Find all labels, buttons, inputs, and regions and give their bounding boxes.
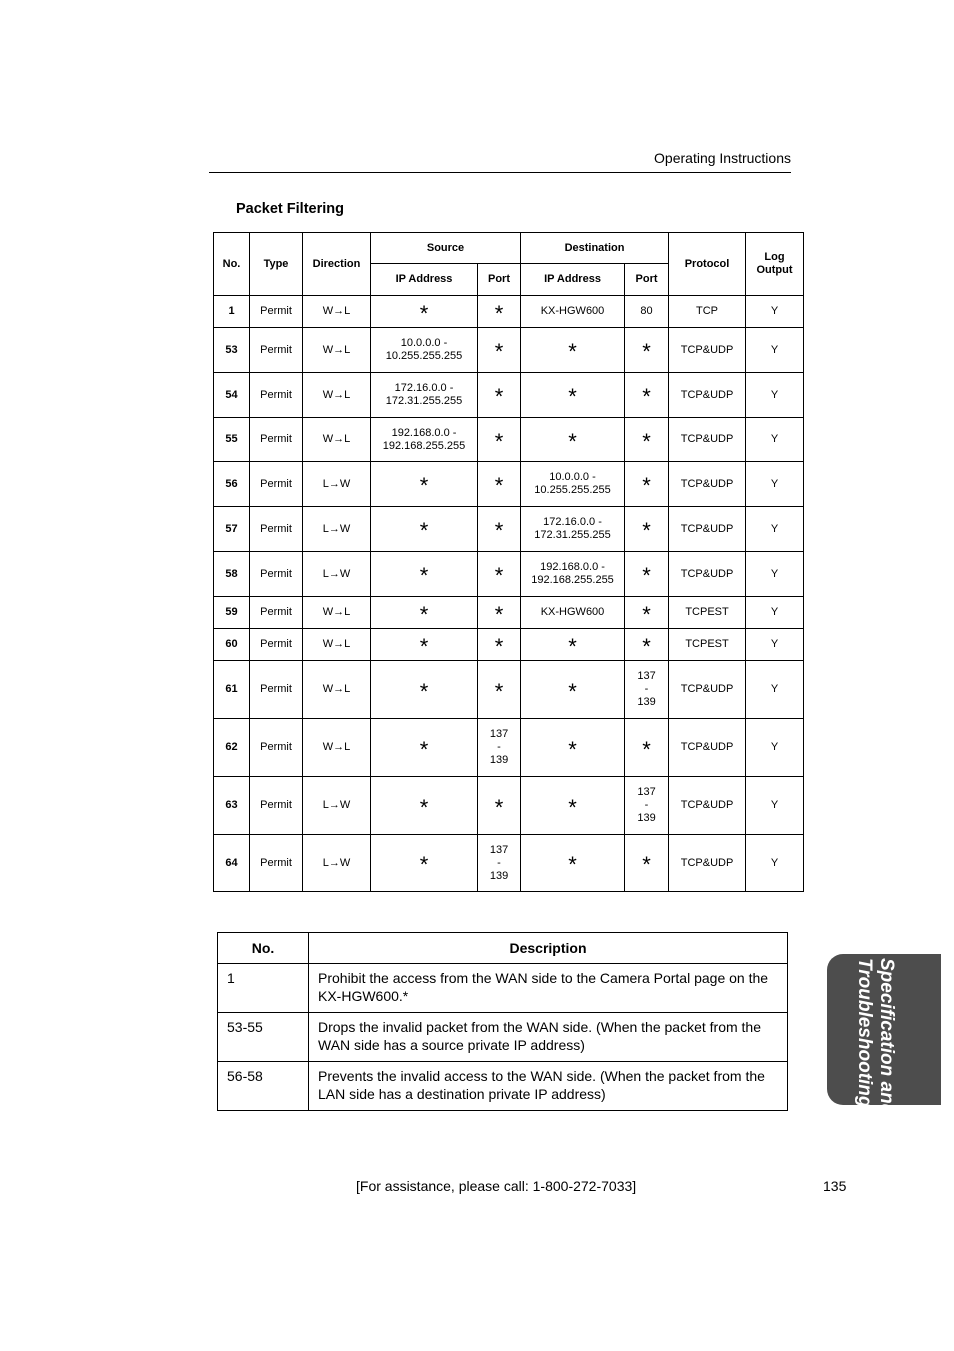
- filter-row-destination-port: [625, 777, 669, 835]
- filter-row-destination-port-line: 137: [637, 670, 656, 682]
- filter-row-destination-ip: [521, 418, 625, 462]
- filter-row-type: Permit: [250, 462, 303, 507]
- filter-row-type: Permit: [250, 597, 303, 629]
- filter-row-protocol: TCP&UDP: [669, 661, 746, 719]
- filter-row-no: 60: [214, 629, 250, 661]
- filter-row-log-output: Y: [746, 661, 804, 719]
- wildcard-asterisk: *: [494, 339, 504, 364]
- filter-row-direction: W→L: [303, 629, 371, 661]
- filter-row-destination-ip: [521, 661, 625, 719]
- filter-row-destination-port-line: 139: [637, 696, 656, 708]
- filter-row-destination-ip: [521, 629, 625, 661]
- filter-row-protocol: TCP&UDP: [669, 507, 746, 552]
- filter-row-destination-port: [625, 462, 669, 507]
- filter-row-destination-port-line: 139: [637, 812, 656, 824]
- filter-row-source-port: [478, 629, 521, 661]
- filter-row-direction: L→W: [303, 777, 371, 835]
- filter-row-destination-port: [625, 597, 669, 629]
- wildcard-asterisk: *: [642, 428, 651, 454]
- filter-row: [214, 629, 804, 661]
- filter-row-protocol: TCP&UDP: [669, 328, 746, 373]
- filter-row-no: 53: [214, 328, 250, 373]
- filter-row-destination-ip: [521, 719, 625, 777]
- filter-row-destination-port: [625, 719, 669, 777]
- header-source-ip: IP Address: [371, 264, 478, 296]
- filter-row-type: Permit: [250, 777, 303, 835]
- filter-row-source-ip: [371, 719, 478, 777]
- filter-row-direction: W→L: [303, 597, 371, 629]
- filter-row-type: Permit: [250, 661, 303, 719]
- wildcard-asterisk: *: [568, 384, 577, 409]
- wildcard-asterisk: *: [419, 678, 429, 704]
- filter-row-destination-port: [625, 835, 669, 892]
- filter-row-destination-ip: [521, 552, 625, 597]
- filter-row-destination-ip-line: 172.16.0.0 -: [543, 516, 602, 528]
- wildcard-asterisk: *: [642, 601, 651, 627]
- filter-row-destination-port: [625, 661, 669, 719]
- filter-row: [214, 597, 804, 629]
- filter-row-source-port-line: 139: [489, 869, 509, 882]
- filter-row-no: 1: [214, 296, 250, 328]
- header-rule: [209, 172, 791, 173]
- filter-row: [214, 418, 804, 462]
- filter-row-direction: L→W: [303, 835, 371, 892]
- filter-row-source-ip-line: 10.255.255.255: [385, 350, 463, 362]
- filter-row-direction: L→W: [303, 552, 371, 597]
- filter-row-protocol: TCP&UDP: [669, 462, 746, 507]
- filter-row-destination-ip: [521, 597, 625, 629]
- desc-row: [218, 1062, 788, 1111]
- header-log-output: [746, 233, 804, 296]
- filter-row-direction: L→W: [303, 507, 371, 552]
- filter-row: [214, 552, 804, 597]
- wildcard-asterisk: *: [642, 473, 651, 498]
- wildcard-asterisk: *: [568, 678, 577, 704]
- filter-row-source-port: [478, 597, 521, 629]
- chapter-side-tab: [827, 954, 941, 1116]
- filter-row-source-port-line: 137: [489, 728, 509, 740]
- filter-row-direction: L→W: [303, 462, 371, 507]
- filter-row-log-output: Y: [746, 418, 804, 462]
- filter-row-type: Permit: [250, 552, 303, 597]
- filter-row-destination-ip: [521, 835, 625, 892]
- wildcard-asterisk: *: [494, 473, 504, 498]
- filter-row-destination-port: [625, 552, 669, 597]
- filter-row-source-ip: [371, 507, 478, 552]
- filter-row-destination-ip-line: KX-HGW600: [540, 606, 605, 618]
- filter-row-log-output: Y: [746, 552, 804, 597]
- filter-row-destination-ip: [521, 296, 625, 328]
- header-destination-port: Port: [625, 264, 669, 296]
- filter-row-destination-port: [625, 418, 669, 462]
- filter-row-source-port: [478, 328, 521, 373]
- wildcard-asterisk: *: [419, 852, 429, 877]
- wildcard-asterisk: *: [494, 794, 504, 820]
- header-destination-ip: IP Address: [521, 264, 625, 296]
- section-title: Packet Filtering: [236, 201, 344, 217]
- filter-row-log-output: Y: [746, 719, 804, 777]
- wildcard-asterisk: *: [419, 794, 429, 820]
- filter-row-source-ip-line: 172.16.0.0 -: [394, 382, 454, 394]
- filter-row-source-port: [478, 418, 521, 462]
- filter-row-no: 62: [214, 719, 250, 777]
- filter-row-type: Permit: [250, 328, 303, 373]
- desc-header-description: Description: [309, 933, 788, 964]
- filter-row-source-port-line: 137: [489, 843, 509, 856]
- filter-row-no: 63: [214, 777, 250, 835]
- filter-row-protocol: TCP&UDP: [669, 373, 746, 418]
- filter-row-type: Permit: [250, 507, 303, 552]
- filter-row-destination-ip-line: KX-HGW600: [540, 305, 605, 317]
- filter-row-type: Permit: [250, 296, 303, 328]
- filter-row-source-port: [478, 777, 521, 835]
- filter-row-destination-ip: [521, 507, 625, 552]
- filter-row-type: Permit: [250, 629, 303, 661]
- wildcard-asterisk: *: [642, 563, 651, 588]
- header-log-line1: Log: [764, 251, 785, 263]
- filter-row-log-output: Y: [746, 296, 804, 328]
- header-source: Source: [371, 233, 521, 264]
- wildcard-asterisk: *: [494, 633, 504, 659]
- filter-row-no: 56: [214, 462, 250, 507]
- header-destination: Destination: [521, 233, 669, 264]
- filter-row-source-port: [478, 462, 521, 507]
- wildcard-asterisk: *: [642, 518, 651, 543]
- wildcard-asterisk: *: [494, 601, 504, 627]
- wildcard-asterisk: *: [568, 736, 577, 762]
- filter-row: [214, 835, 804, 892]
- wildcard-asterisk: *: [642, 852, 651, 877]
- filter-row: [214, 777, 804, 835]
- filter-row-type: Permit: [250, 835, 303, 892]
- filter-row-source-ip-line: 172.31.255.255: [385, 395, 463, 407]
- packet-filter-rows: [214, 296, 804, 892]
- wildcard-asterisk: *: [419, 563, 429, 588]
- filter-row-source-ip: [371, 835, 478, 892]
- filter-row-destination-port: [625, 373, 669, 418]
- filter-row-type: Permit: [250, 373, 303, 418]
- filter-row-source-port: [478, 507, 521, 552]
- filter-row-source-ip: [371, 597, 478, 629]
- filter-row-direction: W→L: [303, 661, 371, 719]
- header-source-port: Port: [478, 264, 521, 296]
- wildcard-asterisk: *: [494, 428, 504, 454]
- filter-row-no: 64: [214, 835, 250, 892]
- filter-row-source-ip: [371, 296, 478, 328]
- filter-row-log-output: Y: [746, 462, 804, 507]
- wildcard-asterisk: *: [494, 518, 504, 543]
- filter-row-destination-port: [625, 328, 669, 373]
- wildcard-asterisk: *: [494, 300, 504, 326]
- wildcard-asterisk: *: [419, 473, 429, 498]
- filter-row-destination-ip: [521, 373, 625, 418]
- filter-row-log-output: Y: [746, 373, 804, 418]
- filter-row: [214, 661, 804, 719]
- wildcard-asterisk: *: [419, 736, 429, 762]
- filter-row-protocol: TCPEST: [669, 597, 746, 629]
- wildcard-asterisk: *: [642, 736, 651, 762]
- page-number: 135: [823, 1178, 847, 1194]
- desc-row-no: 1: [218, 964, 309, 1013]
- filter-row-type: Permit: [250, 719, 303, 777]
- packet-filter-table: [213, 232, 804, 892]
- filter-row-log-output: Y: [746, 777, 804, 835]
- filter-row-source-port-line: -: [497, 856, 501, 869]
- running-header: Operating Instructions: [654, 150, 791, 166]
- filter-row-protocol: TCPEST: [669, 629, 746, 661]
- filter-row-source-ip: [371, 373, 478, 418]
- desc-row: [218, 1013, 788, 1062]
- wildcard-asterisk: *: [642, 339, 651, 364]
- filter-row-type: Permit: [250, 418, 303, 462]
- filter-row-direction: W→L: [303, 328, 371, 373]
- filter-row: [214, 719, 804, 777]
- filter-row-direction: W→L: [303, 296, 371, 328]
- wildcard-asterisk: *: [494, 678, 504, 704]
- header-log-line2: Output: [756, 264, 793, 276]
- desc-row-description: Prevents the invalid access to the WAN side. (When the packet from the LAN side has a destination private IP address): [309, 1062, 788, 1111]
- assistance-footer: [For assistance, please call: 1-800-272-7033]: [356, 1178, 637, 1194]
- filter-row-log-output: Y: [746, 597, 804, 629]
- filter-row-destination-port-line: -: [644, 683, 649, 695]
- filter-row-source-ip-line: 10.0.0.0 -: [400, 337, 448, 349]
- filter-row-source-port: [478, 661, 521, 719]
- filter-row-destination-port: [625, 507, 669, 552]
- filter-row-log-output: Y: [746, 328, 804, 373]
- wildcard-asterisk: *: [568, 852, 577, 877]
- filter-row-source-port: [478, 835, 521, 892]
- chapter-tab-line2: Troubleshooting: [854, 958, 875, 1108]
- filter-row-source-ip: [371, 552, 478, 597]
- filter-row-protocol: TCP&UDP: [669, 552, 746, 597]
- desc-row-no: 53-55: [218, 1013, 309, 1062]
- filter-row-source-port: [478, 296, 521, 328]
- wildcard-asterisk: *: [419, 633, 429, 659]
- filter-row-source-ip: [371, 418, 478, 462]
- filter-row-destination-ip-line: 192.168.0.0 -: [540, 561, 605, 573]
- filter-row-source-ip-line: 192.168.255.255: [382, 439, 466, 452]
- filter-row-no: 57: [214, 507, 250, 552]
- filter-row-no: 54: [214, 373, 250, 418]
- filter-row-no: 61: [214, 661, 250, 719]
- wildcard-asterisk: *: [494, 384, 504, 409]
- filter-row-protocol: TCP&UDP: [669, 719, 746, 777]
- filter-row-destination-ip-line: 192.168.255.255: [531, 574, 614, 586]
- filter-row: [214, 373, 804, 418]
- filter-row-destination-ip-line: 10.255.255.255: [534, 484, 611, 496]
- header-protocol: Protocol: [669, 233, 746, 296]
- filter-row-source-port-line: 139: [489, 754, 509, 766]
- filter-row-destination-port-line: -: [644, 799, 649, 811]
- wildcard-asterisk: *: [642, 633, 651, 659]
- filter-row-protocol: TCP: [669, 296, 746, 328]
- desc-row-no: 56-58: [218, 1062, 309, 1111]
- chapter-tab-label: [853, 958, 897, 1115]
- wildcard-asterisk: *: [568, 794, 577, 820]
- filter-row-destination-port: [625, 629, 669, 661]
- filter-row-destination-port: [625, 296, 669, 328]
- filter-row-source-ip-line: 192.168.0.0 -: [391, 426, 457, 439]
- filter-row-source-port-line: -: [497, 741, 501, 753]
- filter-row-protocol: TCP&UDP: [669, 418, 746, 462]
- filter-row-destination-ip-line: 172.31.255.255: [534, 529, 611, 541]
- filter-row-destination-ip: [521, 777, 625, 835]
- filter-row-log-output: Y: [746, 507, 804, 552]
- filter-row: [214, 296, 804, 328]
- filter-row-no: 59: [214, 597, 250, 629]
- wildcard-asterisk: *: [568, 339, 577, 364]
- wildcard-asterisk: *: [419, 601, 429, 627]
- wildcard-asterisk: *: [642, 384, 651, 409]
- filter-row-protocol: TCP&UDP: [669, 835, 746, 892]
- wildcard-asterisk: *: [419, 518, 429, 543]
- chapter-tab-line1: Specification and: [876, 958, 897, 1116]
- filter-row-source-ip: [371, 661, 478, 719]
- filter-row-source-port: [478, 719, 521, 777]
- filter-row-source-ip: [371, 462, 478, 507]
- filter-row-direction: W→L: [303, 719, 371, 777]
- filter-row-source-ip: [371, 777, 478, 835]
- header-type: Type: [250, 233, 303, 296]
- wildcard-asterisk: *: [568, 633, 577, 659]
- header-no: No.: [214, 233, 250, 296]
- filter-row-log-output: Y: [746, 629, 804, 661]
- filter-row-no: 58: [214, 552, 250, 597]
- desc-row-description: Drops the invalid packet from the WAN side. (When the packet from the WAN side has a source private IP address): [309, 1013, 788, 1062]
- filter-row-source-ip: [371, 328, 478, 373]
- wildcard-asterisk: *: [568, 428, 577, 454]
- wildcard-asterisk: *: [494, 563, 504, 588]
- desc-row: [218, 964, 788, 1013]
- filter-row-source-port: [478, 373, 521, 418]
- filter-row-direction: W→L: [303, 373, 371, 418]
- filter-row-destination-ip: [521, 328, 625, 373]
- filter-row-direction: W→L: [303, 418, 371, 462]
- filter-row-source-ip: [371, 629, 478, 661]
- filter-row-destination-port-line: 80: [640, 305, 653, 317]
- desc-row-description: Prohibit the access from the WAN side to the Camera Portal page on the KX-HGW600.*: [309, 964, 788, 1013]
- description-table: [217, 932, 788, 1111]
- desc-header-no: No.: [218, 933, 309, 964]
- filter-row-destination-ip-line: 10.0.0.0 -: [549, 471, 596, 483]
- filter-row-destination-port-line: 137: [637, 786, 656, 798]
- filter-row: [214, 462, 804, 507]
- wildcard-asterisk: *: [419, 300, 429, 326]
- filter-row: [214, 328, 804, 373]
- filter-row-source-port: [478, 552, 521, 597]
- header-direction: Direction: [303, 233, 371, 296]
- filter-row: [214, 507, 804, 552]
- filter-row-protocol: TCP&UDP: [669, 777, 746, 835]
- filter-row-destination-ip: [521, 462, 625, 507]
- filter-row-log-output: Y: [746, 835, 804, 892]
- filter-row-no: 55: [214, 418, 250, 462]
